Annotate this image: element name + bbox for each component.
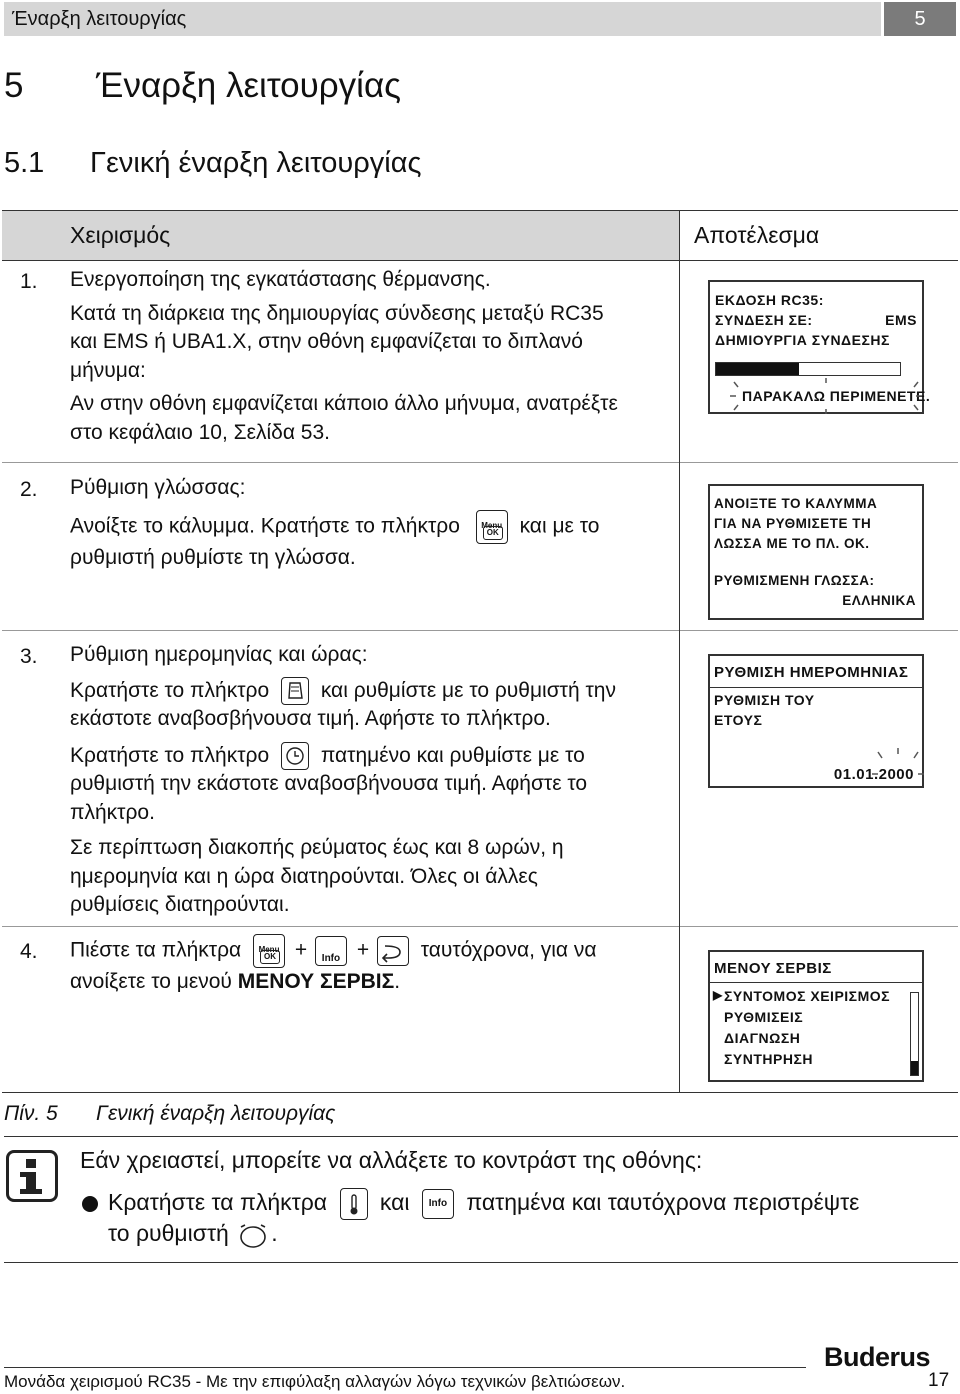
lcd-display-date — [708, 654, 924, 788]
lcd-line: ΑΝΟΙΞΤΕ ΤΟ ΚΑΛΥΜΜΑ — [714, 496, 878, 511]
lcd-menu-item: ΔΙΑΓΝΩΣΗ — [724, 1030, 801, 1046]
selection-arrow-icon: ▶ — [713, 988, 723, 1002]
info-key-icon: Info — [422, 1189, 454, 1219]
footer-rule — [4, 1367, 806, 1368]
step-4-text: Πιέστε τα πλήκτρα Menu OK + Info + ταυτόχρονα, για να ανοίξετε το μενού ΜΕΝΟΥ ΣΕΡΒΙΣ. — [70, 934, 597, 997]
lcd-line: ΠΑΡΑΚΑΛΩ ΠΕΡΙΜΕΝΕΤΕ. — [742, 388, 931, 404]
step-number: 4. — [20, 940, 38, 963]
section-heading-text: Γενική έναρξη λειτουργίας — [90, 147, 422, 179]
step-text-line: Ρύθμιση ημερομηνίας και ώρας: — [70, 643, 368, 666]
lcd-scrollbar — [910, 992, 919, 1076]
lcd-progress-fill — [716, 363, 799, 375]
step-2-text — [70, 474, 599, 572]
plus-sign: + — [356, 938, 370, 962]
lcd-line: ΡΥΘΜΙΣΜΕΝΗ ΓΛΩΣΣΑ: — [714, 573, 875, 588]
step-text-line: ανοίξετε το μενού — [70, 970, 232, 993]
info-bullet-line: Κρατήστε τα πλήκτρα και Info πατημένα και ταυτόχρονα περιστρέψτε — [108, 1188, 859, 1220]
chapter-heading-number: 5 — [4, 66, 24, 105]
menu-ok-key-icon: Menu OK — [253, 934, 285, 968]
lcd-separator — [710, 687, 922, 688]
step-text-line: ρυθμιστή ρυθμίστε τη γλώσσα. — [70, 545, 356, 569]
info-text: Εάν χρειαστεί, μπορείτε να αλλάξετε το κοντράστ της οθόνης: — [80, 1147, 703, 1173]
step-text-line: Κατά τη διάρκεια της δημιουργίας σύνδεσης μεταξύ RC35 — [70, 301, 604, 325]
lcd-title: ΜΕΝΟΥ ΣΕΡΒΙΣ — [714, 960, 832, 977]
step-text-line: ημερομηνία και η ώρα διατηρούνται. Όλες οι άλλες — [70, 864, 538, 888]
step-text-line: πλήκτρο. — [70, 800, 155, 824]
info-icon — [6, 1150, 58, 1202]
lcd-line: ΛΩΣΣΑ ΜΕ ΤΟ ΠΛ. ΟΚ. — [714, 536, 870, 551]
table-bottom-rule — [2, 1092, 958, 1093]
lcd-menu-item: ΡΥΘΜΙΣΕΙΣ — [724, 1009, 804, 1025]
lcd-display-connection — [708, 280, 931, 414]
row-divider — [2, 630, 958, 631]
lcd-menu-item: ΣΥΝΤΗΡΗΣΗ — [724, 1051, 813, 1067]
thermometer-key-icon — [340, 1188, 368, 1220]
column-header-action: Χειρισμός — [70, 222, 171, 248]
column-header-result: Αποτέλεσμα — [694, 222, 820, 248]
step-text-line: Αν στην οθόνη εμφανίζεται κάποιο άλλο μήνυμα, ανατρέξτε — [70, 392, 618, 415]
step-text-line: και με το — [519, 514, 600, 538]
chapter-heading-text: Έναρξη λειτουργίας — [96, 66, 402, 105]
table-top-rule — [2, 210, 958, 211]
lcd-progress-track — [715, 362, 901, 376]
menu-ok-key-icon: Menu OK — [476, 510, 508, 544]
plus-sign: + — [294, 938, 308, 962]
step-text-line: Πιέστε τα πλήκτρα — [70, 938, 242, 962]
step-text-line: και EMS ή UBA1.X, στην οθόνη εμφανίζεται το διπλανό — [70, 330, 583, 353]
bullet-icon — [82, 1196, 98, 1212]
step-number: 2. — [20, 478, 38, 501]
running-header-title: Έναρξη λειτουργίας — [12, 8, 187, 30]
step-text-line: ρυθμιστή την εκάστοτε αναβοσβήνουσα τιμή. Αφήστε το — [70, 772, 588, 795]
page-number: 17 — [928, 1370, 950, 1391]
lcd-line: ΓΙΑ ΝΑ ΡΥΘΜΙΣΕΤΕ ΤΗ — [714, 516, 872, 531]
blink-marks-icon — [728, 378, 924, 414]
step-text-line: Κρατήστε το πλήκτρο — [70, 743, 270, 767]
step-text-line: ρυθμίσεις διατηρούνται. — [70, 893, 290, 916]
lcd-menu-item: ΣΥΝΤΟΜΟΣ ΧΕΙΡΙΣΜΟΣ — [724, 988, 891, 1004]
lcd-line: ΕΛΛΗΝΙΚΑ — [842, 593, 916, 608]
row-divider — [2, 462, 958, 463]
blink-marks-icon — [870, 748, 926, 786]
section-heading-number: 5.1 — [4, 147, 45, 179]
step-text-line: στο κεφάλαιο 10, Σελίδα 53. — [70, 420, 330, 444]
lcd-line: ΕΚΔΟΣΗ RC35: — [715, 292, 824, 308]
step-text-line: εκάστοτε αναβοσβήνουσα τιμή. Αφήστε το πλήκτρο. — [70, 707, 551, 730]
table-label: Πίν. 5 — [4, 1102, 58, 1125]
rotary-knob-icon — [235, 1221, 271, 1249]
chapter-heading — [4, 66, 402, 106]
section-heading — [4, 147, 422, 180]
step-text-line: πατημένο και ρυθμίστε με το — [320, 743, 585, 767]
footer-text: Μονάδα χειρισμού RC35 - Με την επιφύλαξη αλλαγών λόγω τεχνικών βελτιώσεων. — [4, 1372, 626, 1391]
lcd-date-value: 01.01.2000 — [833, 766, 914, 783]
step-number: 1. — [20, 270, 38, 293]
brand-logo: Buderus — [824, 1342, 931, 1372]
step-3-text — [70, 641, 616, 920]
step-text-line: Ρύθμιση γλώσσας: — [70, 476, 246, 499]
lcd-line: EMS — [885, 312, 917, 328]
lcd-display-service-menu — [708, 950, 924, 1082]
step-number: 3. — [20, 645, 38, 668]
lcd-display-language — [708, 484, 924, 620]
step-text-line: Κρατήστε το πλήκτρο — [70, 678, 270, 702]
step-text-line: Ενεργοποίηση της εγκατάστασης θέρμανσης. — [70, 268, 491, 291]
table-column-divider — [679, 210, 680, 1092]
row-divider — [2, 926, 958, 927]
clock-key-icon — [281, 742, 309, 770]
step-text-line: Σε περίπτωση διακοπής ρεύματος έως και 8 ωρών, η — [70, 836, 564, 859]
info-top-rule — [4, 1136, 958, 1137]
step-text-line: και ρυθμίστε με το ρυθμιστή την — [320, 678, 616, 702]
lcd-line: ΡΥΘΜΙΣΗ ΤΟΥ — [714, 692, 815, 708]
lcd-scrollbar-thumb — [911, 1061, 918, 1075]
lcd-line: ΣΥΝΔΕΣΗ ΣΕ: — [715, 312, 813, 328]
back-key-icon — [377, 936, 409, 966]
info-bottom-rule — [4, 1262, 958, 1263]
step-text-line: ταυτόχρονα, για να — [420, 938, 597, 962]
calendar-key-icon — [281, 677, 309, 705]
table-caption: Γενική έναρξη λειτουργίας — [96, 1102, 336, 1125]
info-bullet-line: το ρυθμιστή . — [108, 1220, 278, 1249]
step-1-text — [70, 266, 618, 447]
lcd-line: ΔΗΜΙΟΥΡΓΙΑ ΣΥΝΔΕΣΗΣ — [715, 332, 890, 348]
service-menu-name: ΜΕΝΟΥ ΣΕΡΒΙΣ — [237, 970, 395, 993]
lcd-title: ΡΥΘΜΙΣΗ ΗΜΕΡΟΜΗΝΙΑΣ — [714, 664, 909, 681]
step-text-line: μήνυμα: — [70, 358, 146, 382]
lcd-line: ΕΤΟΥΣ — [714, 712, 763, 728]
table-header-rule — [2, 260, 958, 261]
lcd-separator — [710, 982, 922, 983]
info-key-icon: Info — [315, 936, 347, 966]
chapter-number-tab: 5 — [884, 2, 956, 36]
step-text-line: Ανοίξτε το κάλυμμα. Κρατήστε το πλήκτρο — [70, 514, 460, 538]
